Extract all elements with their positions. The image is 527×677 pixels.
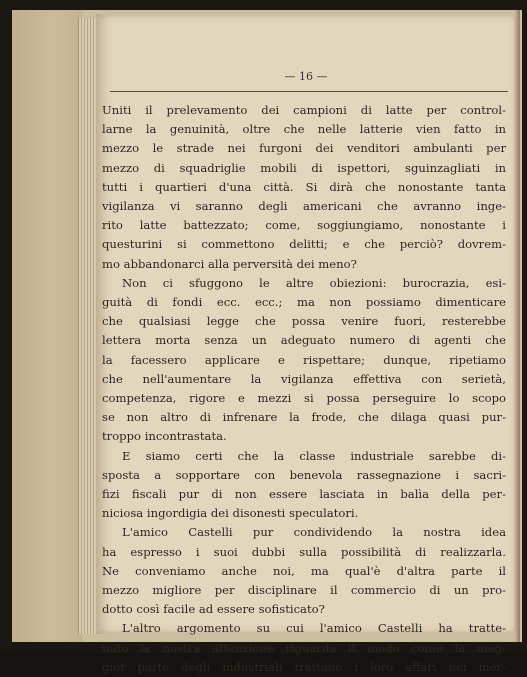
text-line: questurini si commettono delitti; e che perciò? dovrem- [102, 237, 506, 252]
text-line: Non ci sfuggono le altre obiezioni: burocrazia, esi- [122, 275, 506, 290]
text-line: Uniti il prelevamento dei campioni di latte per control- [102, 103, 506, 117]
text-line: E siamo certi che la classe industriale sarebbe di- [122, 448, 506, 463]
text-line: dotto così facile ad essere sofisticato? [102, 602, 325, 617]
right-page-edge [514, 10, 520, 642]
text-line: lettera morta senza un adeguato numero di agenti che [102, 333, 506, 348]
text-line: vigilanza vi saranno degli americani che avranno inge- [102, 199, 506, 214]
text-line: nuto la nostra attenzione riguarda il modo come la mag- [102, 640, 506, 655]
text-line: L'altro argomento su cui l'amico Castelli ha tratte- [122, 621, 506, 636]
text-line: Ne conveniamo anche noi, ma qual'è d'altra parte il [102, 563, 506, 578]
text-line: guità di fondi ecc. ecc.; ma non possiamo dimenticare [102, 295, 506, 310]
body-text [102, 101, 506, 677]
header-rule [110, 91, 508, 92]
page-number: — 16 — [284, 70, 328, 83]
text-line: competenza, rigore e mezzi si possa perseguire lo scopo [102, 391, 506, 406]
text-line: mezzo migliore per disciplinare il commercio di un pro- [102, 583, 506, 598]
text-line: niciosa ingordigia dei disonesti speculatori. [102, 506, 359, 521]
text-line: tutti i quartieri d'una città. Si dirà che nonostante tanta [102, 179, 506, 194]
text-line: che qualsiasi legge che possa venire fuori, resterebbe [102, 314, 506, 329]
text-line: che nell'aumentare la vigilanza effettiva con serietà, [102, 371, 506, 386]
text-line: sposta a sopportare con benevola rassegnazione i sacri- [102, 467, 506, 482]
text-line: troppo incontrastata. [102, 429, 227, 444]
text-line: la facessero applicare e rispettare; dunque, ripetiamo [102, 352, 506, 367]
spine-shadow [12, 10, 82, 642]
text-line: mezzo di squadriglie mobili di ispettori, sguinzagliati in [102, 160, 506, 175]
text-line: se non altro di infrenare la frode, che dilaga quasi pur- [102, 410, 506, 425]
text-line: fizi fiscali pur di non essere lasciata in balìa della per- [102, 487, 506, 502]
text-line: rito latte battezzato; come, soggiungiamo, nonostante i [102, 218, 506, 233]
text-line: larne la genuinità, oltre che nelle latterie vien fatto in [102, 122, 506, 137]
page-stack-edge [78, 18, 97, 634]
text-line: gior parte degli industriali trattano i loro affari nei mer- [102, 659, 506, 674]
text-line: ha espresso i suoi dubbi sulla possibilità di realizzarla. [102, 544, 506, 559]
text-line: L'amico Castelli pur condividendo la nostra idea [122, 525, 506, 540]
text-line: mo abbandonarci alla perversità dei meno? [102, 256, 357, 271]
text-line: mezzo le strade nei furgoni dei venditori ambulanti per [102, 141, 506, 156]
